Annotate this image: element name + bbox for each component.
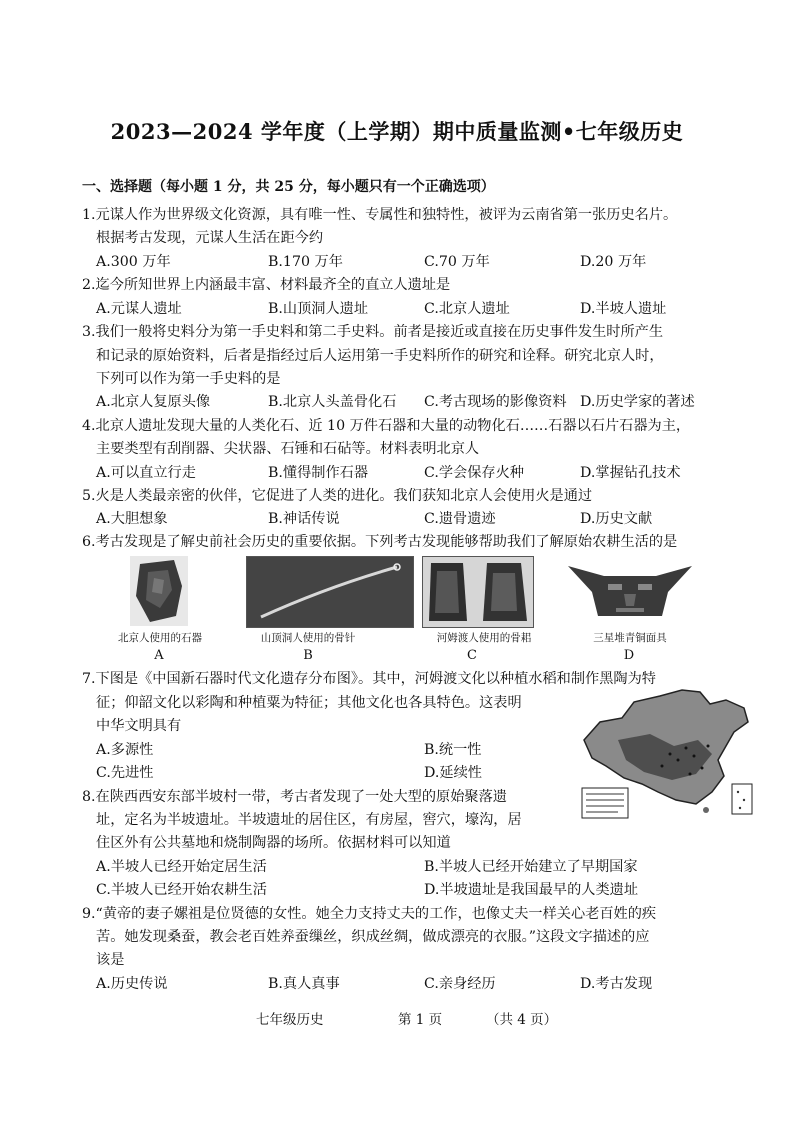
q3-stem-line2: 和记录的原始资料，后者是指经过后人运用第一手史料所作的研究和诠释。研究北京人时，	[96, 348, 664, 364]
q6-caption-d: 三星堆青铜面具	[593, 632, 667, 644]
q7-stem-line3: 中华文明具有	[96, 718, 182, 734]
q9-option-b: B.真人真事	[268, 976, 340, 992]
q6-caption-b: 山顶洞人使用的骨针	[260, 632, 356, 644]
q1-option-a: A.300 万年	[96, 254, 171, 270]
q6-stem: 6.考古发现是了解史前社会历史的重要依据。下列考古发现能够帮助我们了解原始农耕生活的是	[82, 534, 678, 550]
q1-option-b: B.170 万年	[268, 254, 343, 270]
q2-stem: 2.迄今所知世界上内涵最丰富、材料最齐全的直立人遗址是	[82, 277, 451, 293]
q9-stem-line3: 该是	[96, 952, 125, 968]
q6-letter-d: D	[623, 648, 635, 663]
q8-option-c: C.半坡人已经开始农耕生活	[96, 882, 267, 898]
neolithic-culture-map	[578, 688, 756, 822]
q4-option-a: A.可以直立行走	[96, 465, 196, 481]
q6-caption-c: 河姆渡人使用的骨耜	[436, 632, 532, 644]
q9-option-c: C.亲身经历	[424, 976, 496, 992]
q6-letter-a: A	[154, 648, 164, 663]
q4-stem-line2: 主要类型有刮削器、尖状器、石锤和石砧等。材料表明北京人	[96, 441, 480, 457]
q4-stem-line1: 4.北京人遗址发现大量的人类化石、近 10 万件石器和大量的动物化石……石器以石片石器为主，	[82, 418, 691, 434]
bone-needle-photo	[246, 556, 414, 628]
q8-stem-line3: 住区外有公共墓地和烧制陶器的场所。依据材料可以知道	[96, 835, 451, 851]
q8-option-a: A.半坡人已经开始定居生活	[96, 859, 267, 875]
exam-title: 2023—2024 学年度（上学期）期中质量监测•七年级历史	[110, 119, 684, 144]
q3-option-b: B.北京人头盖骨化石	[268, 394, 397, 410]
q5-option-c: C.遗骨遗迹	[424, 511, 496, 527]
q5-stem: 5.火是人类最亲密的伙伴，它促进了人类的进化。我们获知北京人会使用火是通过	[82, 488, 593, 504]
q5-option-b: B.神话传说	[268, 511, 340, 527]
q3-option-c: C.考古现场的影像资料	[424, 394, 567, 410]
q1-stem-line2: 根据考古发现，元谋人生活在距今约	[96, 230, 324, 246]
q7-option-d: D.延续性	[424, 765, 482, 781]
q6-caption-a: 北京人使用的石器	[118, 632, 202, 644]
q3-stem-line1: 3.我们一般将史料分为第一手史料和第二手史料。前者是接近或直接在历史事件发生时所产生	[82, 324, 664, 340]
footer-page-number: 第 1 页	[398, 1012, 443, 1028]
q8-stem-line1: 8.在陕西西安东部半坡村一带，考古者发现了一处大型的原始聚落遗	[82, 789, 507, 805]
q9-option-a: A.历史传说	[96, 976, 168, 992]
q5-option-d: D.历史文献	[580, 511, 653, 527]
q2-option-a: A.元谋人遗址	[96, 301, 182, 317]
q3-option-a: A.北京人复原头像	[96, 394, 211, 410]
q7-option-b: B.统一性	[424, 742, 482, 758]
q2-option-d: D.半坡人遗址	[580, 301, 667, 317]
q8-stem-line2: 址，定名为半坡遗址。半坡遗址的居住区，有房屋，窖穴，壕沟，居	[96, 812, 522, 828]
q5-option-a: A.大胆想象	[96, 511, 168, 527]
q4-option-d: D.掌握钻孔技术	[580, 465, 681, 481]
q4-option-b: B.懂得制作石器	[268, 465, 369, 481]
q6-letter-c: C	[467, 648, 477, 663]
q6-letter-b: B	[303, 648, 313, 663]
q9-option-d: D.考古发现	[580, 976, 653, 992]
section-heading: 一、选择题（每小题 1 分，共 25 分，每小题只有一个正确选项）	[82, 179, 495, 195]
q3-option-d: D.历史学家的著述	[580, 394, 695, 410]
q1-option-d: D.20 万年	[580, 254, 647, 270]
q2-option-c: C.北京人遗址	[424, 301, 510, 317]
footer-subject: 七年级历史	[256, 1012, 324, 1028]
bronze-mask-photo	[564, 558, 696, 624]
q9-stem-line2: 苦。她发现桑蚕，教会老百姓养蚕缫丝，织成丝绸，做成漂亮的衣服。”这段文字描述的应	[96, 929, 650, 945]
q8-option-b: B.半坡人已经开始建立了早期国家	[424, 859, 638, 875]
q1-option-c: C.70 万年	[424, 254, 490, 270]
q7-option-c: C.先进性	[96, 765, 154, 781]
q7-stem-line2: 征；仰韶文化以彩陶和种植粟为特征；其他文化也各具特色。这表明	[96, 695, 522, 711]
q8-option-d: D.半坡遗址是我国最早的人类遗址	[424, 882, 639, 898]
stone-tool-photo	[130, 556, 188, 626]
q4-option-c: C.学会保存火种	[424, 465, 524, 481]
q3-stem-line3: 下列可以作为第一手史料的是	[96, 371, 281, 387]
q9-stem-line1: 9.“黄帝的妻子嫘祖是位贤德的女性。她全力支持丈夫的工作，也像丈夫一样关心老百姓的疾	[82, 906, 657, 922]
bone-spade-photo	[422, 556, 534, 628]
q7-option-a: A.多源性	[96, 742, 154, 758]
q2-option-b: B.山顶洞人遗址	[268, 301, 369, 317]
q1-stem-line1: 1.元谋人作为世界级文化资源，具有唯一性、专属性和独特性，被评为云南省第一张历史名片。	[82, 207, 678, 223]
footer-total-pages: （共 4 页）	[486, 1012, 558, 1028]
q7-stem-line1: 7.下图是《中国新石器时代文化遗存分布图》。其中，河姆渡文化以种植水稻和制作黑陶为特	[82, 671, 656, 687]
